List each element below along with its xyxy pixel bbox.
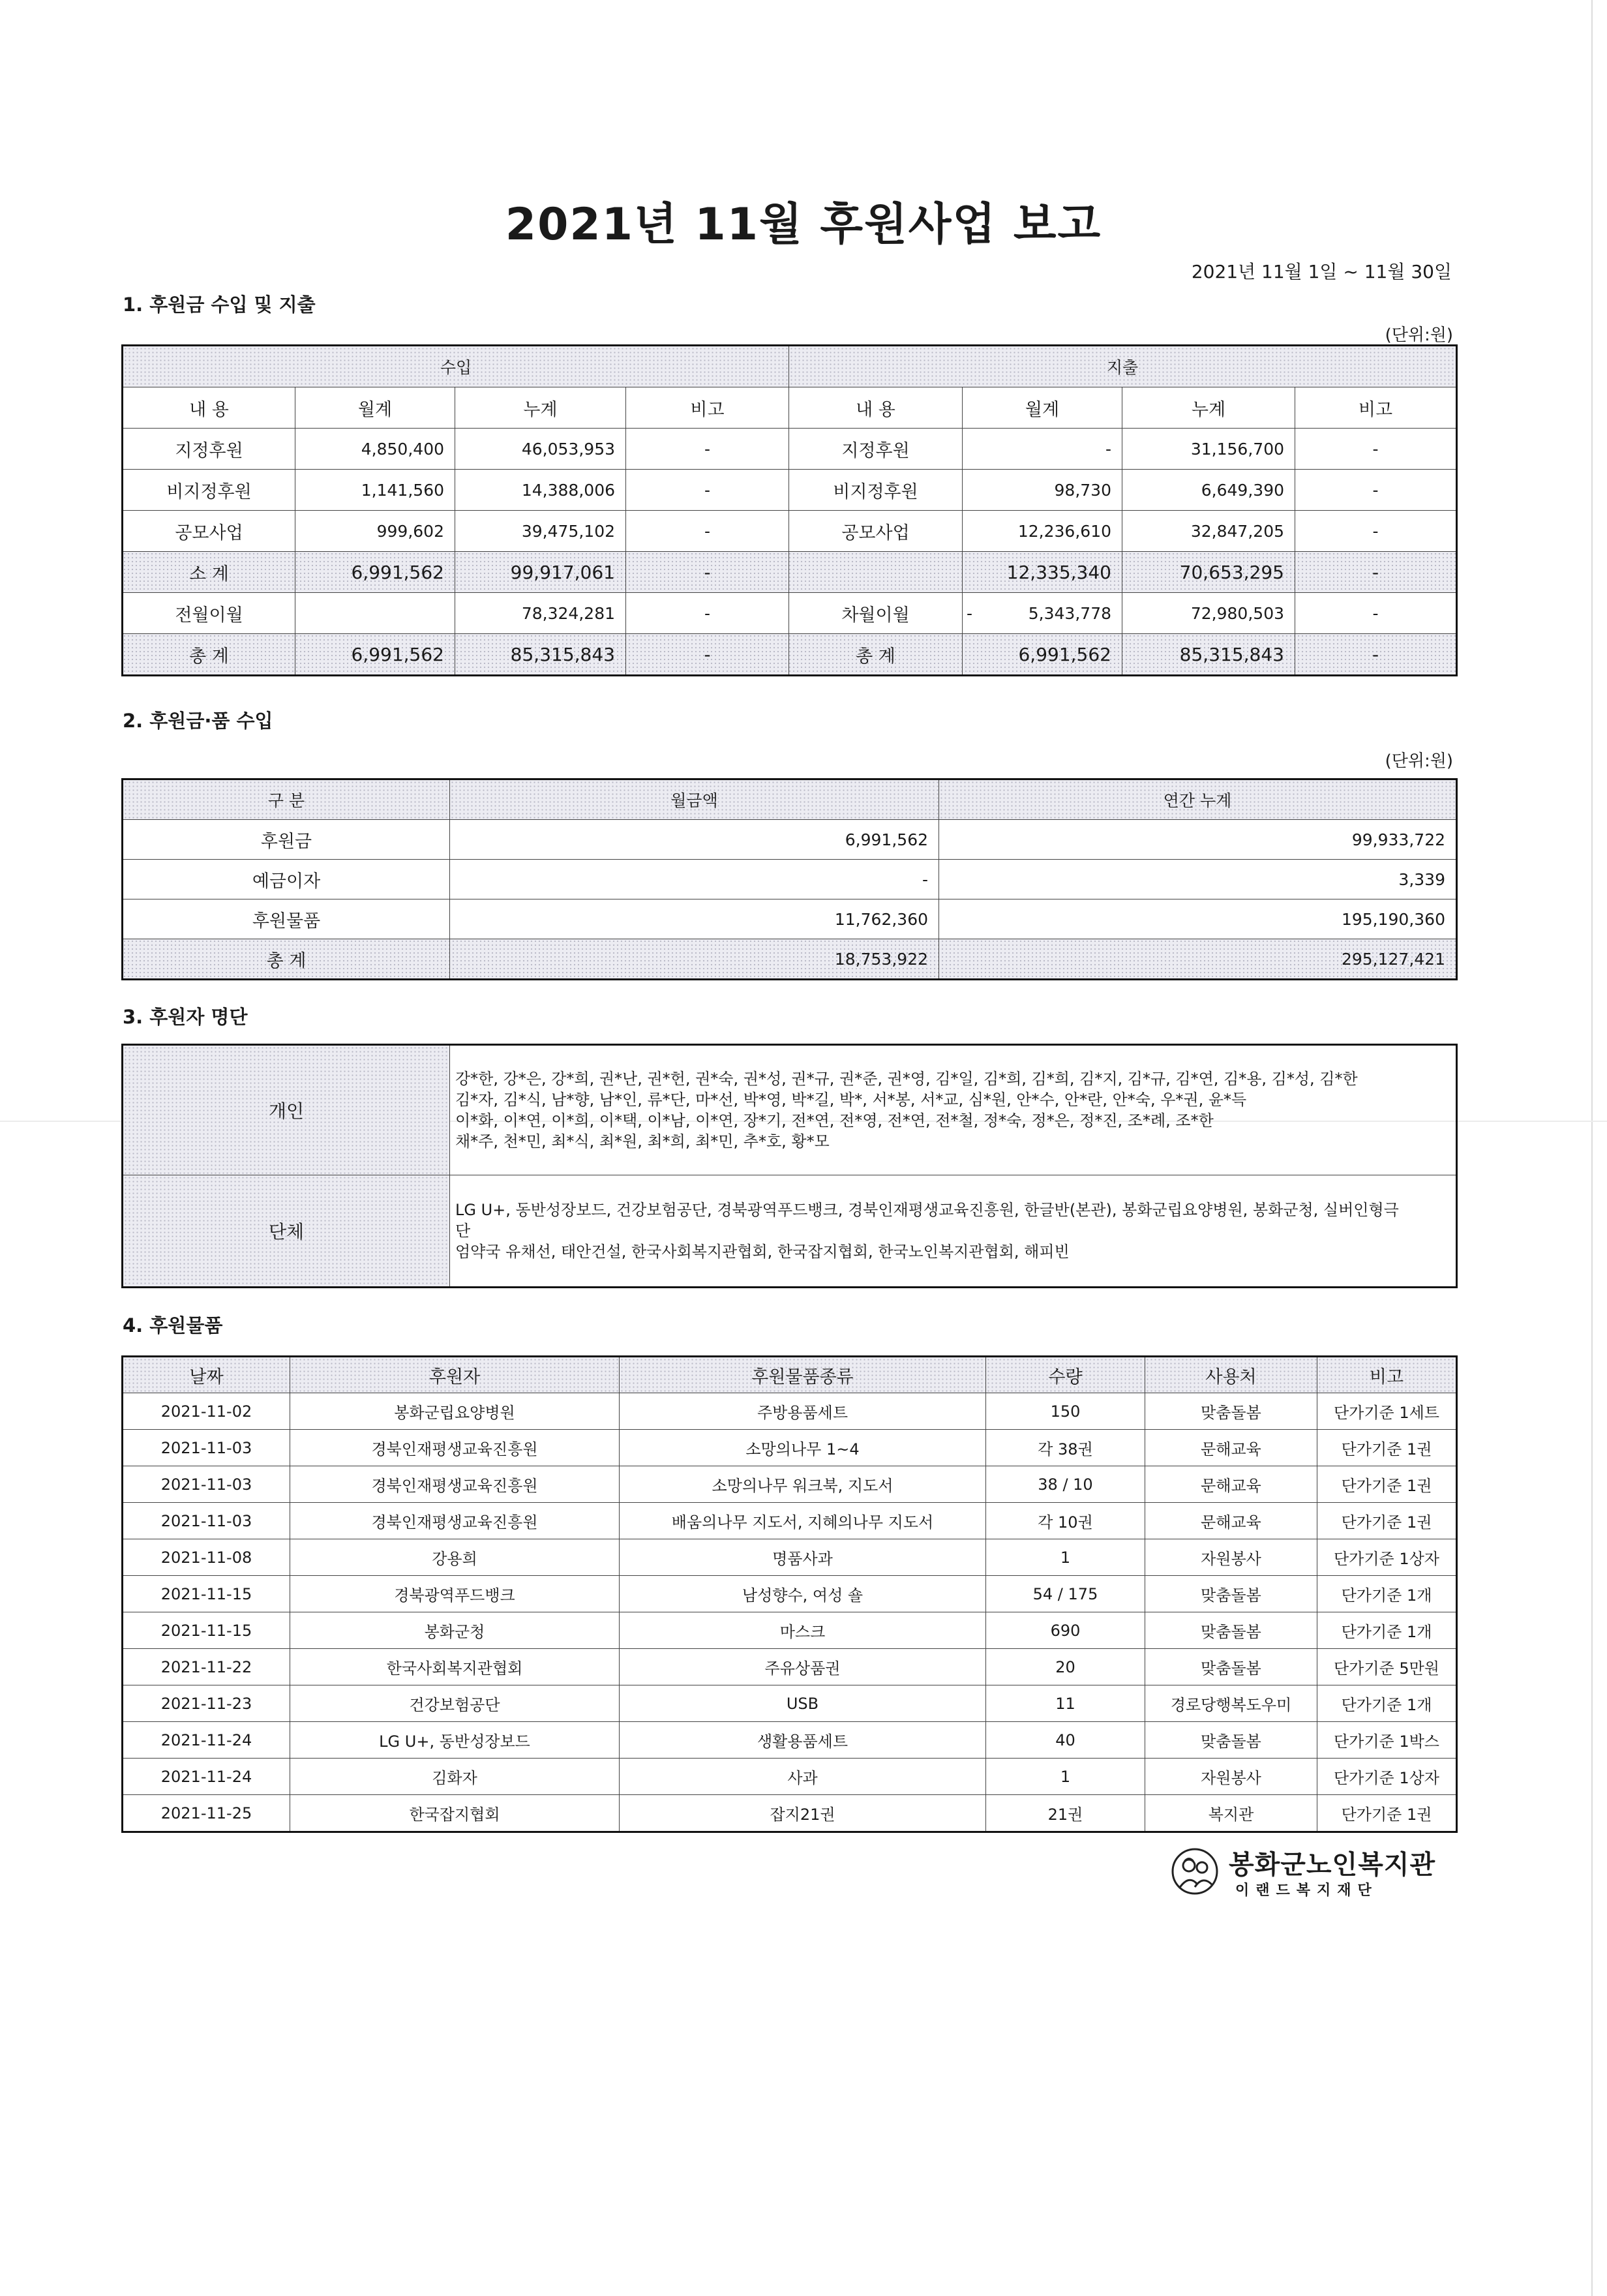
amount-cell: 70,653,295 <box>1122 552 1295 593</box>
donor-cell: 한국사회복지관협회 <box>290 1649 620 1685</box>
donor-line: 김*자, 김*식, 남*향, 남*인, 류*단, 마*선, 박*영, 박*길, 박*, 서*봉, 서*교, 심*원, 안*수, 안*란, 안*숙, 우*권, 윤*득 <box>455 1091 1247 1109</box>
donor-cell: 김화자 <box>290 1759 620 1795</box>
usage-cell: 문해교육 <box>1145 1466 1317 1503</box>
column-header: 수량 <box>986 1357 1145 1393</box>
note-cell: 단가기준 1세트 <box>1317 1393 1457 1430</box>
total-label: 총 계 <box>123 939 450 980</box>
note-cell: 단가기준 1권 <box>1317 1466 1457 1503</box>
note-cell: 단가기준 1권 <box>1317 1503 1457 1539</box>
amount-cell: 85,315,843 <box>455 634 626 676</box>
individual-donor-list <box>450 1045 1457 1175</box>
amount-cell: 195,190,360 <box>939 899 1457 939</box>
quantity-cell: 1 <box>986 1539 1145 1576</box>
table-row <box>123 1612 1457 1649</box>
note-cell: - <box>626 429 789 470</box>
item-cell: 배움의나무 지도서, 지혜의나무 지도서 <box>620 1503 986 1539</box>
usage-cell: 맞춤돌봄 <box>1145 1649 1317 1685</box>
donor-cell: LG U+, 동반성장보드 <box>290 1722 620 1759</box>
item-label: 비지정후원 <box>789 470 963 511</box>
usage-cell: 맞춤돌봄 <box>1145 1393 1317 1430</box>
note-cell: 단가기준 1권 <box>1317 1430 1457 1466</box>
total-row <box>123 939 1457 980</box>
item-cell: 소망의나무 워크북, 지도서 <box>620 1466 986 1503</box>
amount-cell: 4,850,400 <box>295 429 455 470</box>
subtotal-row <box>123 552 1457 593</box>
item-label: 지정후원 <box>789 429 963 470</box>
amount-cell: 295,127,421 <box>939 939 1457 980</box>
donated-goods-table <box>121 1355 1458 1833</box>
amount-cell: 32,847,205 <box>1122 511 1295 552</box>
amount-cell: 3,339 <box>939 860 1457 899</box>
report-title: 2021년 11월 후원사업 보고 <box>505 199 1102 250</box>
donor-line: 채*주, 천*민, 최*식, 최*원, 최*희, 최*민, 추*호, 황*모 <box>455 1132 830 1151</box>
quantity-cell: 54 / 175 <box>986 1576 1145 1612</box>
amount-cell: 18,753,922 <box>450 939 939 980</box>
group-label: 단체 <box>123 1175 450 1288</box>
item-label: 비지정후원 <box>123 470 295 511</box>
item-label: 공모사업 <box>789 511 963 552</box>
table-row <box>123 593 1457 634</box>
item-label: 지정후원 <box>123 429 295 470</box>
donor-cell: 경북인재평생교육진흥원 <box>290 1466 620 1503</box>
item-label: 차월이월 <box>789 593 963 634</box>
donor-cell: 경북인재평생교육진흥원 <box>290 1503 620 1539</box>
note-cell: - <box>626 470 789 511</box>
total-label: 총 계 <box>123 634 295 676</box>
date-cell: 2021-11-23 <box>123 1685 290 1722</box>
note-cell: - <box>1295 470 1457 511</box>
goods-rows <box>123 1393 1457 1832</box>
table-row <box>123 820 1457 860</box>
date-cell: 2021-11-02 <box>123 1393 290 1430</box>
date-cell: 2021-11-25 <box>123 1795 290 1832</box>
amount-cell: 1,141,560 <box>295 470 455 511</box>
usage-cell: 문해교육 <box>1145 1503 1317 1539</box>
amount-value: 5,343,778 <box>1028 603 1111 623</box>
amount-cell: - <box>450 860 939 899</box>
item-cell: 사과 <box>620 1759 986 1795</box>
section2-unit: (단위:원) <box>1385 751 1453 771</box>
column-header: 구 분 <box>123 779 450 820</box>
total-row <box>123 634 1457 676</box>
table-row <box>123 1685 1457 1722</box>
table-row <box>123 470 1457 511</box>
note-cell: 단가기준 1개 <box>1317 1685 1457 1722</box>
income-header: 수입 <box>123 346 789 387</box>
date-cell: 2021-11-15 <box>123 1576 290 1612</box>
date-cell: 2021-11-03 <box>123 1466 290 1503</box>
quantity-cell: 각 38권 <box>986 1430 1145 1466</box>
date-cell: 2021-11-08 <box>123 1539 290 1576</box>
donor-line: 엄약국 유채선, 태안건설, 한국사회복지관협회, 한국잡지협회, 한국노인복지관협회, 해피빈 <box>455 1243 1070 1261</box>
donor-cell: 봉화군청 <box>290 1612 620 1649</box>
table-row <box>123 1430 1457 1466</box>
category-label: 후원금 <box>123 820 450 860</box>
table-row <box>123 1393 1457 1430</box>
amount-cell: 6,991,562 <box>295 552 455 593</box>
item-cell: 잡지21권 <box>620 1795 986 1832</box>
date-cell: 2021-11-15 <box>123 1612 290 1649</box>
elderly-couple-icon <box>1169 1845 1221 1897</box>
note-cell: 단가기준 1권 <box>1317 1795 1457 1832</box>
logo-name: 봉화군노인복지관 <box>1229 1850 1436 1880</box>
table-row <box>123 1466 1457 1503</box>
quantity-cell: 20 <box>986 1649 1145 1685</box>
amount-cell: 999,602 <box>295 511 455 552</box>
logo-subtitle: 이랜드복지재단 <box>1235 1882 1378 1899</box>
section3-heading: 3. 후원자 명단 <box>123 1006 248 1028</box>
report-period: 2021년 11월 1일 ~ 11월 30일 <box>1191 261 1452 282</box>
column-header: 비고 <box>1317 1357 1457 1393</box>
amount-cell: 6,991,562 <box>963 634 1122 676</box>
amount-cell: 11,762,360 <box>450 899 939 939</box>
note-cell: - <box>626 634 789 676</box>
table-row <box>123 1576 1457 1612</box>
item-label: 공모사업 <box>123 511 295 552</box>
quantity-cell: 각 10권 <box>986 1503 1145 1539</box>
donor-line: 강*한, 강*은, 강*희, 권*난, 권*헌, 권*숙, 권*성, 권*규, 권*준, 권*영, 김*일, 김*희, 김*희, 김*지, 김*규, 김*연, 김*용, 김*성, 김*한 <box>455 1070 1358 1088</box>
amount-cell: 12,236,610 <box>963 511 1122 552</box>
column-header: 후원자 <box>290 1357 620 1393</box>
note-cell: - <box>1295 511 1457 552</box>
note-cell: - <box>626 552 789 593</box>
table-row <box>123 1539 1457 1576</box>
column-header: 사용처 <box>1145 1357 1317 1393</box>
item-cell: 소망의나무 1~4 <box>620 1430 986 1466</box>
donor-cell: 봉화군립요양병원 <box>290 1393 620 1430</box>
category-label: 예금이자 <box>123 860 450 899</box>
usage-cell: 맞춤돌봄 <box>1145 1612 1317 1649</box>
quantity-cell: 1 <box>986 1759 1145 1795</box>
date-cell: 2021-11-03 <box>123 1430 290 1466</box>
note-cell: 단가기준 5만원 <box>1317 1649 1457 1685</box>
section1-heading: 1. 후원금 수입 및 지출 <box>123 294 316 316</box>
amount-cell: 85,315,843 <box>1122 634 1295 676</box>
amount-cell: 46,053,953 <box>455 429 626 470</box>
item-cell: 주방용품세트 <box>620 1393 986 1430</box>
amount-cell: 12,335,340 <box>963 552 1122 593</box>
note-cell: - <box>1295 429 1457 470</box>
date-cell: 2021-11-22 <box>123 1649 290 1685</box>
expense-header: 지출 <box>789 346 1457 387</box>
section4-heading: 4. 후원물품 <box>123 1314 223 1337</box>
carry-sign: - <box>967 603 973 623</box>
item-label <box>789 552 963 593</box>
note-cell: 단가기준 1상자 <box>1317 1759 1457 1795</box>
quantity-cell: 21권 <box>986 1795 1145 1832</box>
donor-cell: 경북광역푸드뱅크 <box>290 1576 620 1612</box>
organization-logo <box>1169 1843 1443 1901</box>
column-header: 월금액 <box>450 779 939 820</box>
column-header: 날짜 <box>123 1357 290 1393</box>
column-header: 후원물품종류 <box>620 1357 986 1393</box>
note-cell: 단가기준 1개 <box>1317 1576 1457 1612</box>
column-header: 연간 누계 <box>939 779 1457 820</box>
note-cell: 단가기준 1박스 <box>1317 1722 1457 1759</box>
item-label: 전월이월 <box>123 593 295 634</box>
date-cell: 2021-11-24 <box>123 1722 290 1759</box>
donor-list-table <box>121 1044 1458 1288</box>
amount-cell: 99,933,722 <box>939 820 1457 860</box>
amount-cell: 99,917,061 <box>455 552 626 593</box>
amount-cell: 31,156,700 <box>1122 429 1295 470</box>
total-label: 총 계 <box>789 634 963 676</box>
note-cell: 단가기준 1개 <box>1317 1612 1457 1649</box>
donation-income-table <box>121 778 1458 980</box>
usage-cell: 자원봉사 <box>1145 1539 1317 1576</box>
note-cell: - <box>626 593 789 634</box>
item-cell: 명품사과 <box>620 1539 986 1576</box>
usage-cell: 문해교육 <box>1145 1430 1317 1466</box>
usage-cell: 복지관 <box>1145 1795 1317 1832</box>
column-header: 월계 <box>963 387 1122 429</box>
item-cell: USB <box>620 1685 986 1722</box>
table-row <box>123 1649 1457 1685</box>
scan-edge <box>1591 0 1593 2296</box>
amount-cell: - <box>963 429 1122 470</box>
subtotal-label: 소 계 <box>123 552 295 593</box>
quantity-cell: 38 / 10 <box>986 1466 1145 1503</box>
column-header: 누계 <box>1122 387 1295 429</box>
column-header: 내 용 <box>789 387 963 429</box>
amount-cell: 6,991,562 <box>450 820 939 860</box>
usage-cell: 맞춤돌봄 <box>1145 1722 1317 1759</box>
donor-line: 단 <box>455 1222 471 1240</box>
section1-unit: (단위:원) <box>1385 325 1453 345</box>
table-row <box>123 860 1457 899</box>
amount-cell: 6,991,562 <box>295 634 455 676</box>
category-label: 후원물품 <box>123 899 450 939</box>
amount-cell: 6,649,390 <box>1122 470 1295 511</box>
table-row <box>123 899 1457 939</box>
individual-label: 개인 <box>123 1045 450 1175</box>
note-cell: - <box>1295 634 1457 676</box>
donor-cell: 강용희 <box>290 1539 620 1576</box>
group-donor-list <box>450 1175 1457 1288</box>
item-cell: 주유상품권 <box>620 1649 986 1685</box>
amount-cell: 98,730 <box>963 470 1122 511</box>
usage-cell: 자원봉사 <box>1145 1759 1317 1795</box>
note-cell: - <box>1295 593 1457 634</box>
item-cell: 남성향수, 여성 숄 <box>620 1576 986 1612</box>
column-header: 내 용 <box>123 387 295 429</box>
table-row <box>123 1795 1457 1832</box>
table-row <box>123 511 1457 552</box>
column-header: 누계 <box>455 387 626 429</box>
table-row <box>123 1759 1457 1795</box>
item-cell: 마스크 <box>620 1612 986 1649</box>
donor-cell: 건강보험공단 <box>290 1685 620 1722</box>
quantity-cell: 11 <box>986 1685 1145 1722</box>
note-cell: 단가기준 1상자 <box>1317 1539 1457 1576</box>
table-row <box>123 1503 1457 1539</box>
amount-cell: 39,475,102 <box>455 511 626 552</box>
amount-cell: 78,324,281 <box>455 593 626 634</box>
note-cell: - <box>1295 552 1457 593</box>
column-header: 비고 <box>626 387 789 429</box>
amount-cell: 14,388,006 <box>455 470 626 511</box>
usage-cell: 경로당행복도우미 <box>1145 1685 1317 1722</box>
quantity-cell: 690 <box>986 1612 1145 1649</box>
date-cell: 2021-11-03 <box>123 1503 290 1539</box>
donor-line: 이*화, 이*연, 이*희, 이*택, 이*남, 이*연, 장*기, 전*연, 전*영, 전*연, 전*철, 정*숙, 정*은, 정*진, 조*례, 조*한 <box>455 1111 1214 1130</box>
table-row <box>123 1722 1457 1759</box>
table-row <box>123 429 1457 470</box>
usage-cell: 맞춤돌봄 <box>1145 1576 1317 1612</box>
column-header: 비고 <box>1295 387 1457 429</box>
amount-cell <box>295 593 455 634</box>
income-expense-table <box>121 344 1458 676</box>
note-cell: - <box>626 511 789 552</box>
quantity-cell: 40 <box>986 1722 1145 1759</box>
item-cell: 생활용품세트 <box>620 1722 986 1759</box>
donor-cell: 경북인재평생교육진흥원 <box>290 1430 620 1466</box>
section2-heading: 2. 후원금·품 수입 <box>123 710 273 732</box>
amount-cell <box>963 593 1122 634</box>
amount-cell: 72,980,503 <box>1122 593 1295 634</box>
column-header: 월계 <box>295 387 455 429</box>
quantity-cell: 150 <box>986 1393 1145 1430</box>
donor-cell: 한국잡지협회 <box>290 1795 620 1832</box>
donor-line: LG U+, 동반성장보드, 건강보험공단, 경북광역푸드뱅크, 경북인재평생교육진흥원, 한글반(본관), 봉화군립요양병원, 봉화군청, 실버인형극 <box>455 1201 1399 1219</box>
date-cell: 2021-11-24 <box>123 1759 290 1795</box>
